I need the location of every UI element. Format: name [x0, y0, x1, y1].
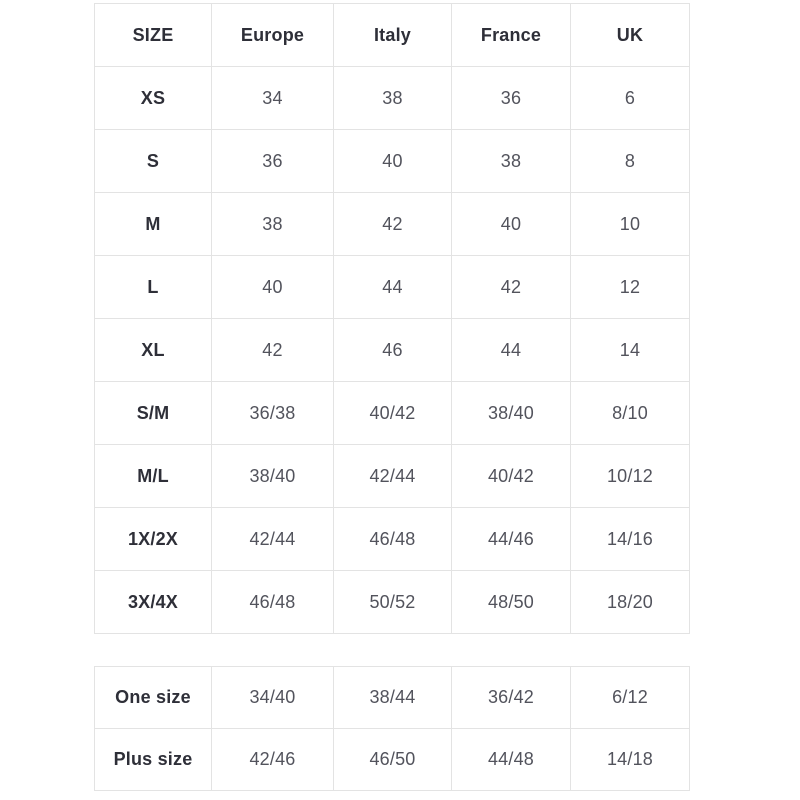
- uk-value-cell: 6/12: [571, 667, 690, 729]
- france-value-cell: 44: [452, 319, 571, 382]
- france-value-cell: 36: [452, 67, 571, 130]
- france-value-cell: 44/46: [452, 508, 571, 571]
- uk-value-cell: 14/18: [571, 729, 690, 791]
- europe-value-cell: 36/38: [212, 382, 334, 445]
- size-label-cell: XS: [95, 67, 212, 130]
- size-label-cell: L: [95, 256, 212, 319]
- europe-value-cell: 42/44: [212, 508, 334, 571]
- europe-value-cell: 42/46: [212, 729, 334, 791]
- europe-value-cell: 46/48: [212, 571, 334, 634]
- uk-value-cell: 10/12: [571, 445, 690, 508]
- france-value-cell: 42: [452, 256, 571, 319]
- size-label-cell: 3X/4X: [95, 571, 212, 634]
- france-value-cell: 40: [452, 193, 571, 256]
- table-row: [95, 729, 690, 791]
- italy-value-cell: 44: [334, 256, 452, 319]
- italy-value-cell: 46/50: [334, 729, 452, 791]
- uk-value-cell: 8: [571, 130, 690, 193]
- italy-value-cell: 42: [334, 193, 452, 256]
- italy-value-cell: 42/44: [334, 445, 452, 508]
- size-label-cell: S/M: [95, 382, 212, 445]
- france-value-cell: 38/40: [452, 382, 571, 445]
- europe-value-cell: 36: [212, 130, 334, 193]
- italy-value-cell: 50/52: [334, 571, 452, 634]
- size-label-cell: S: [95, 130, 212, 193]
- size-conversion-table: [94, 3, 690, 634]
- size-label-cell: One size: [95, 667, 212, 729]
- size-label-cell: XL: [95, 319, 212, 382]
- uk-value-cell: 14: [571, 319, 690, 382]
- uk-value-cell: 6: [571, 67, 690, 130]
- table-row: [95, 445, 690, 508]
- uk-value-cell: 8/10: [571, 382, 690, 445]
- europe-value-cell: 34/40: [212, 667, 334, 729]
- table-row: [95, 571, 690, 634]
- italy-value-cell: 40/42: [334, 382, 452, 445]
- special-sizes-table: [94, 666, 690, 791]
- size-label-cell: M/L: [95, 445, 212, 508]
- column-header-size: SIZE: [95, 4, 212, 67]
- table-row: [95, 130, 690, 193]
- table-row: [95, 319, 690, 382]
- italy-value-cell: 38/44: [334, 667, 452, 729]
- uk-value-cell: 18/20: [571, 571, 690, 634]
- column-header-france: France: [452, 4, 571, 67]
- table-row: [95, 256, 690, 319]
- table-row: [95, 508, 690, 571]
- table-row: [95, 67, 690, 130]
- europe-value-cell: 38: [212, 193, 334, 256]
- france-value-cell: 38: [452, 130, 571, 193]
- header-row: [95, 4, 690, 67]
- uk-value-cell: 14/16: [571, 508, 690, 571]
- france-value-cell: 36/42: [452, 667, 571, 729]
- column-header-europe: Europe: [212, 4, 334, 67]
- uk-value-cell: 12: [571, 256, 690, 319]
- uk-value-cell: 10: [571, 193, 690, 256]
- table-row: [95, 667, 690, 729]
- size-label-cell: Plus size: [95, 729, 212, 791]
- size-label-cell: 1X/2X: [95, 508, 212, 571]
- italy-value-cell: 38: [334, 67, 452, 130]
- europe-value-cell: 40: [212, 256, 334, 319]
- france-value-cell: 44/48: [452, 729, 571, 791]
- table-row: [95, 193, 690, 256]
- france-value-cell: 48/50: [452, 571, 571, 634]
- europe-value-cell: 42: [212, 319, 334, 382]
- europe-value-cell: 38/40: [212, 445, 334, 508]
- italy-value-cell: 40: [334, 130, 452, 193]
- size-label-cell: M: [95, 193, 212, 256]
- column-header-italy: Italy: [334, 4, 452, 67]
- table-row: [95, 382, 690, 445]
- italy-value-cell: 46/48: [334, 508, 452, 571]
- france-value-cell: 40/42: [452, 445, 571, 508]
- italy-value-cell: 46: [334, 319, 452, 382]
- column-header-uk: UK: [571, 4, 690, 67]
- europe-value-cell: 34: [212, 67, 334, 130]
